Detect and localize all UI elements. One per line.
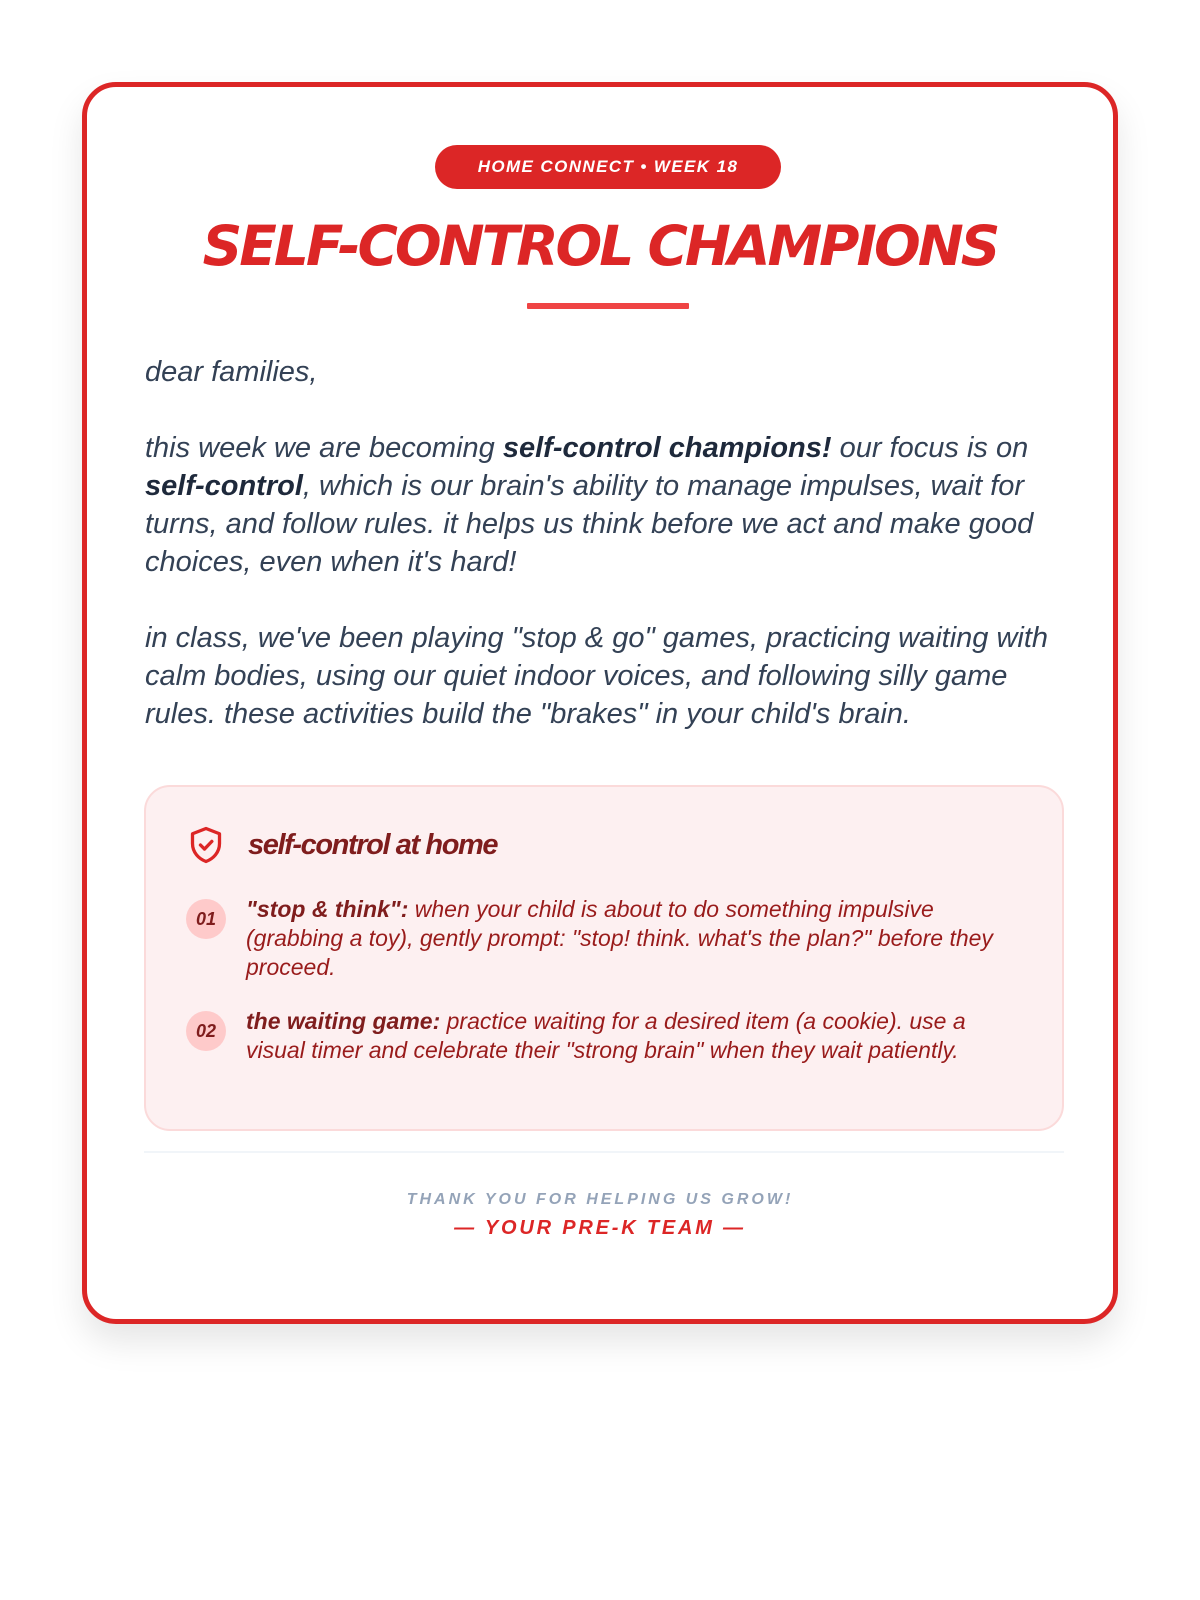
footer-thanks: THANK YOU FOR HELPING US GROW! [406,1191,794,1208]
letter-paragraph-2: in class, we've been playing "stop & go" games, practicing waiting with calm bodies, using our quiet indoor voices, and following silly game rules. these activities build the "brakes" in your child's brain. [145,622,1049,730]
tip-description: when your child is about to do something impulsive (grabbing a toy), gently prompt: "stop! think. what's the plan?" before they proceed. [246,896,993,980]
letter-greeting: dear families, [145,356,318,388]
tip-text [246,1007,1021,1065]
tip-description: practice waiting for a desired item (a cookie). use a visual timer and celebrate their "strong brain" when they wait patiently. [246,1008,966,1063]
highlight-champions: self-control champions! [502,432,832,464]
page-title: SELF-CONTROL CHAMPIONS [202,214,998,278]
paragraph-text: this week we are becoming [145,432,503,464]
tips-box [144,785,1064,1131]
tip-text [246,895,1021,982]
highlight-self-control: self-control [145,470,303,502]
tips-header [188,825,497,865]
tip-label: the waiting game: [246,1008,441,1034]
tip-item [186,895,1026,982]
tip-number-badge: 02 [186,1011,226,1051]
footer-divider [144,1151,1064,1153]
paragraph-text: , which is our brain's ability to manage impulses, wait for turns, and follow rules. it helps us think before we act and make good choices, even when it's hard! [145,470,1034,578]
footer-signoff: — YOUR PRE-K TEAM — [454,1217,746,1239]
tip-number-badge: 01 [186,899,226,939]
title-underline [527,303,689,309]
newsletter-card [82,82,1118,1324]
tip-label: "stop & think": [246,896,409,922]
paragraph-text: our focus is on [831,432,1029,464]
letter-paragraph-1 [145,429,1065,581]
tip-item [186,1007,1026,1065]
letter-body [145,353,1065,733]
week-badge: HOME CONNECT • WEEK 18 [435,145,781,189]
tips-title: self-control at home [248,828,498,861]
shield-check-icon [188,825,224,865]
